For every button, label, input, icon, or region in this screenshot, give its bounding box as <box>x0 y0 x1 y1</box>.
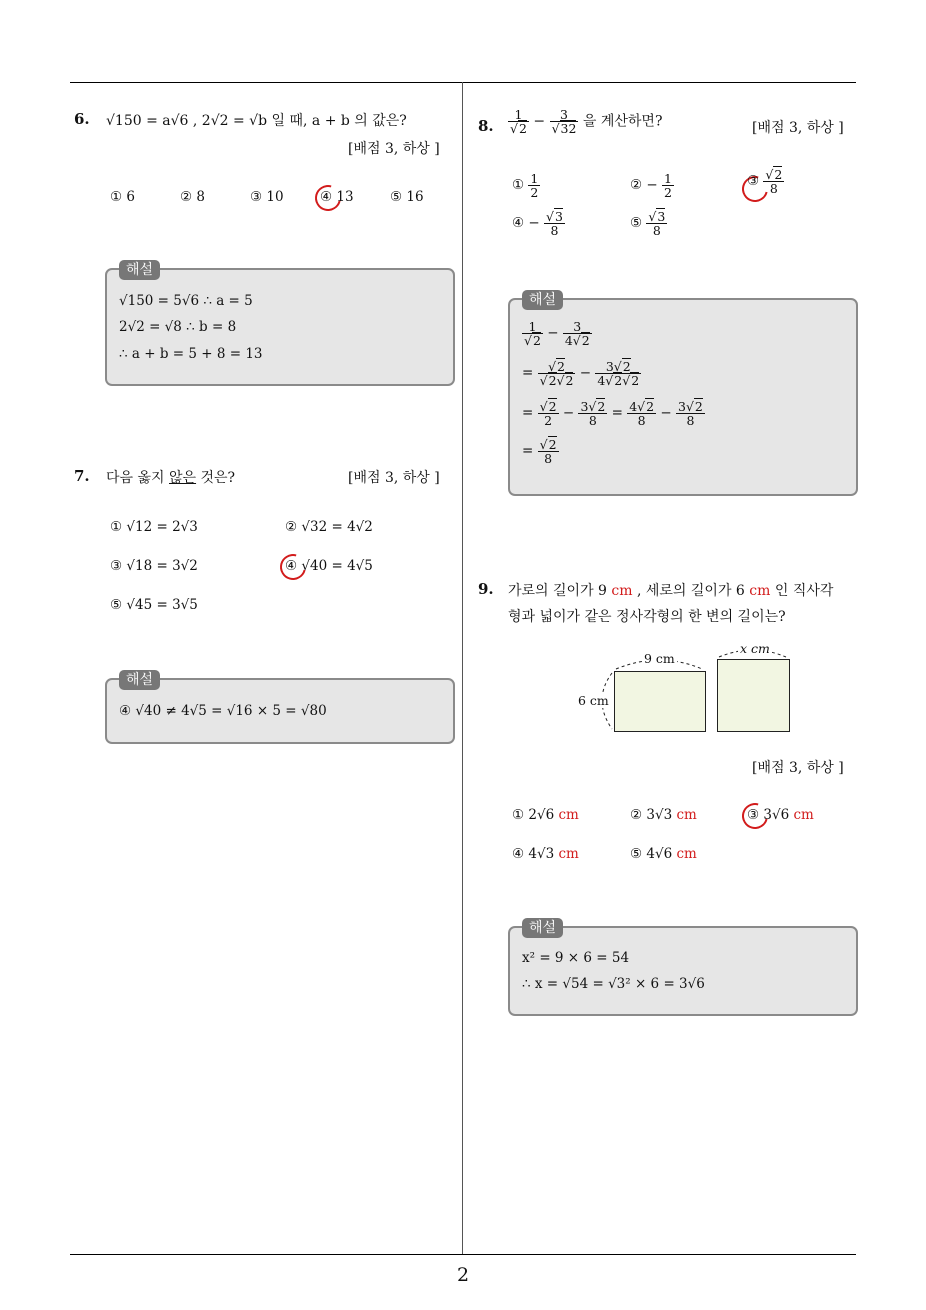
q7-choice-3: ③ √18 = 3√2 <box>110 558 198 574</box>
q8-box-tag: 해설 <box>522 290 563 310</box>
q6-choice-5: ⑤ 16 <box>390 189 424 205</box>
q8-choice-5: ⑤ $\frac{√3}{8}$ <box>630 209 666 239</box>
q8-meta: [배점 3, 하상 ] <box>752 120 844 136</box>
q7-choice-2: ② √32 = 4√2 <box>285 519 373 535</box>
q9-explanation-box <box>508 920 858 1016</box>
q8-box-line-4: = $\frac{√2}{8}$ <box>522 437 557 467</box>
q8-choice-3: ③ $\frac{√2}{8}$ <box>747 167 783 197</box>
q8-box-line-1: $\frac{1}{√2}$ − $\frac{3}{4√2}$ <box>524 319 590 349</box>
q6-choice-4: ④ 13 <box>320 189 354 205</box>
q9-line-1: 가로의 길이가 9 cm , 세로의 길이가 6 cm 인 직사각 <box>508 583 834 599</box>
q9-choice-1: ① 2√6 cm <box>512 807 579 823</box>
q9-choice-5: ⑤ 4√6 cm <box>630 846 697 862</box>
figure-dimension-lines <box>578 645 808 740</box>
q9-figure <box>578 641 808 740</box>
q8-choice-2: ② − $\frac{1}{2}$ <box>630 171 672 201</box>
answer-circle-icon <box>310 180 346 216</box>
fig-height-label: 6 cm <box>578 693 609 708</box>
fig-square-label: x cm <box>740 641 770 656</box>
q9-box-line-2: ∴ x = √54 = √3² × 6 = 3√6 <box>522 976 705 992</box>
q8-choice-1: ① $\frac{1}{2}$ <box>512 171 539 201</box>
q6-number: 6. <box>74 110 90 128</box>
top-rule <box>70 82 856 83</box>
bottom-rule <box>70 1254 856 1255</box>
q9-box-tag: 해설 <box>522 918 563 938</box>
q6-explanation-box <box>105 262 455 386</box>
q9-meta: [배점 3, 하상 ] <box>752 760 844 776</box>
q6-choice-1: ① 6 <box>110 189 135 205</box>
q8-choice-4: ④ − $\frac{√3}{8}$ <box>512 209 563 239</box>
q8-box-line-2: = $\frac{√2}{√2√2}$ − $\frac{3√2}{4√2√2}$ <box>522 359 640 389</box>
fig-width-label: 9 cm <box>644 651 675 666</box>
q6-choice-3: ③ 10 <box>250 189 284 205</box>
q7-number: 7. <box>74 467 90 485</box>
q6-box-line-1: √150 = 5√6 ∴ a = 5 <box>119 293 253 309</box>
q9-box-line-1: x² = 9 × 6 = 54 <box>522 950 630 966</box>
q8-box-line-3: = $\frac{√2}{2}$ − $\frac{3√2}{8}$ = $\frac{4√2}{8}$ − $\frac{3√2}{8}$ <box>522 399 703 429</box>
q7-choice-5: ⑤ √45 = 3√5 <box>110 597 198 613</box>
q8-explanation-box <box>508 292 858 496</box>
q9-line-2: 형과 넓이가 같은 정사각형의 한 변의 길이는? <box>508 609 786 625</box>
q7-box-tag: 해설 <box>119 670 160 690</box>
q6-choice-2: ② 8 <box>180 189 205 205</box>
q7-choice-1: ① √12 = 2√3 <box>110 519 198 535</box>
q7-meta: [배점 3, 하상 ] <box>348 470 440 486</box>
q7-text: 다음 옳지 않은 것은? <box>106 470 236 486</box>
q6-box-line-3: ∴ a + b = 5 + 8 = 13 <box>119 346 263 362</box>
q8-number: 8. <box>478 117 494 135</box>
q9-choice-3: ③ 3√6 cm <box>747 807 814 823</box>
q9-choice-4: ④ 4√3 cm <box>512 846 579 862</box>
column-divider <box>462 82 463 1254</box>
q6-box-tag: 해설 <box>119 260 160 280</box>
q9-number: 9. <box>478 580 494 598</box>
q6-meta: [배점 3, 하상 ] <box>348 141 440 157</box>
q7-explanation-box <box>105 672 455 744</box>
q7-choice-4: ④ √40 = 4√5 <box>285 558 373 574</box>
q8-text: $\frac{1}{√2}$ − $\frac{3}{√32}$ 을 계산하면? <box>510 107 663 137</box>
answer-circle-icon <box>275 549 311 585</box>
q6-box-line-2: 2√2 = √8 ∴ b = 8 <box>119 319 237 335</box>
q6-text: √150 = a√6 , 2√2 = √b 일 때, a + b 의 값은? <box>106 113 407 129</box>
q9-choice-2: ② 3√3 cm <box>630 807 697 823</box>
page-number: 2 <box>456 1264 470 1286</box>
q7-box-line-1: ④ √40 ≠ 4√5 = √16 × 5 = √80 <box>119 703 327 719</box>
